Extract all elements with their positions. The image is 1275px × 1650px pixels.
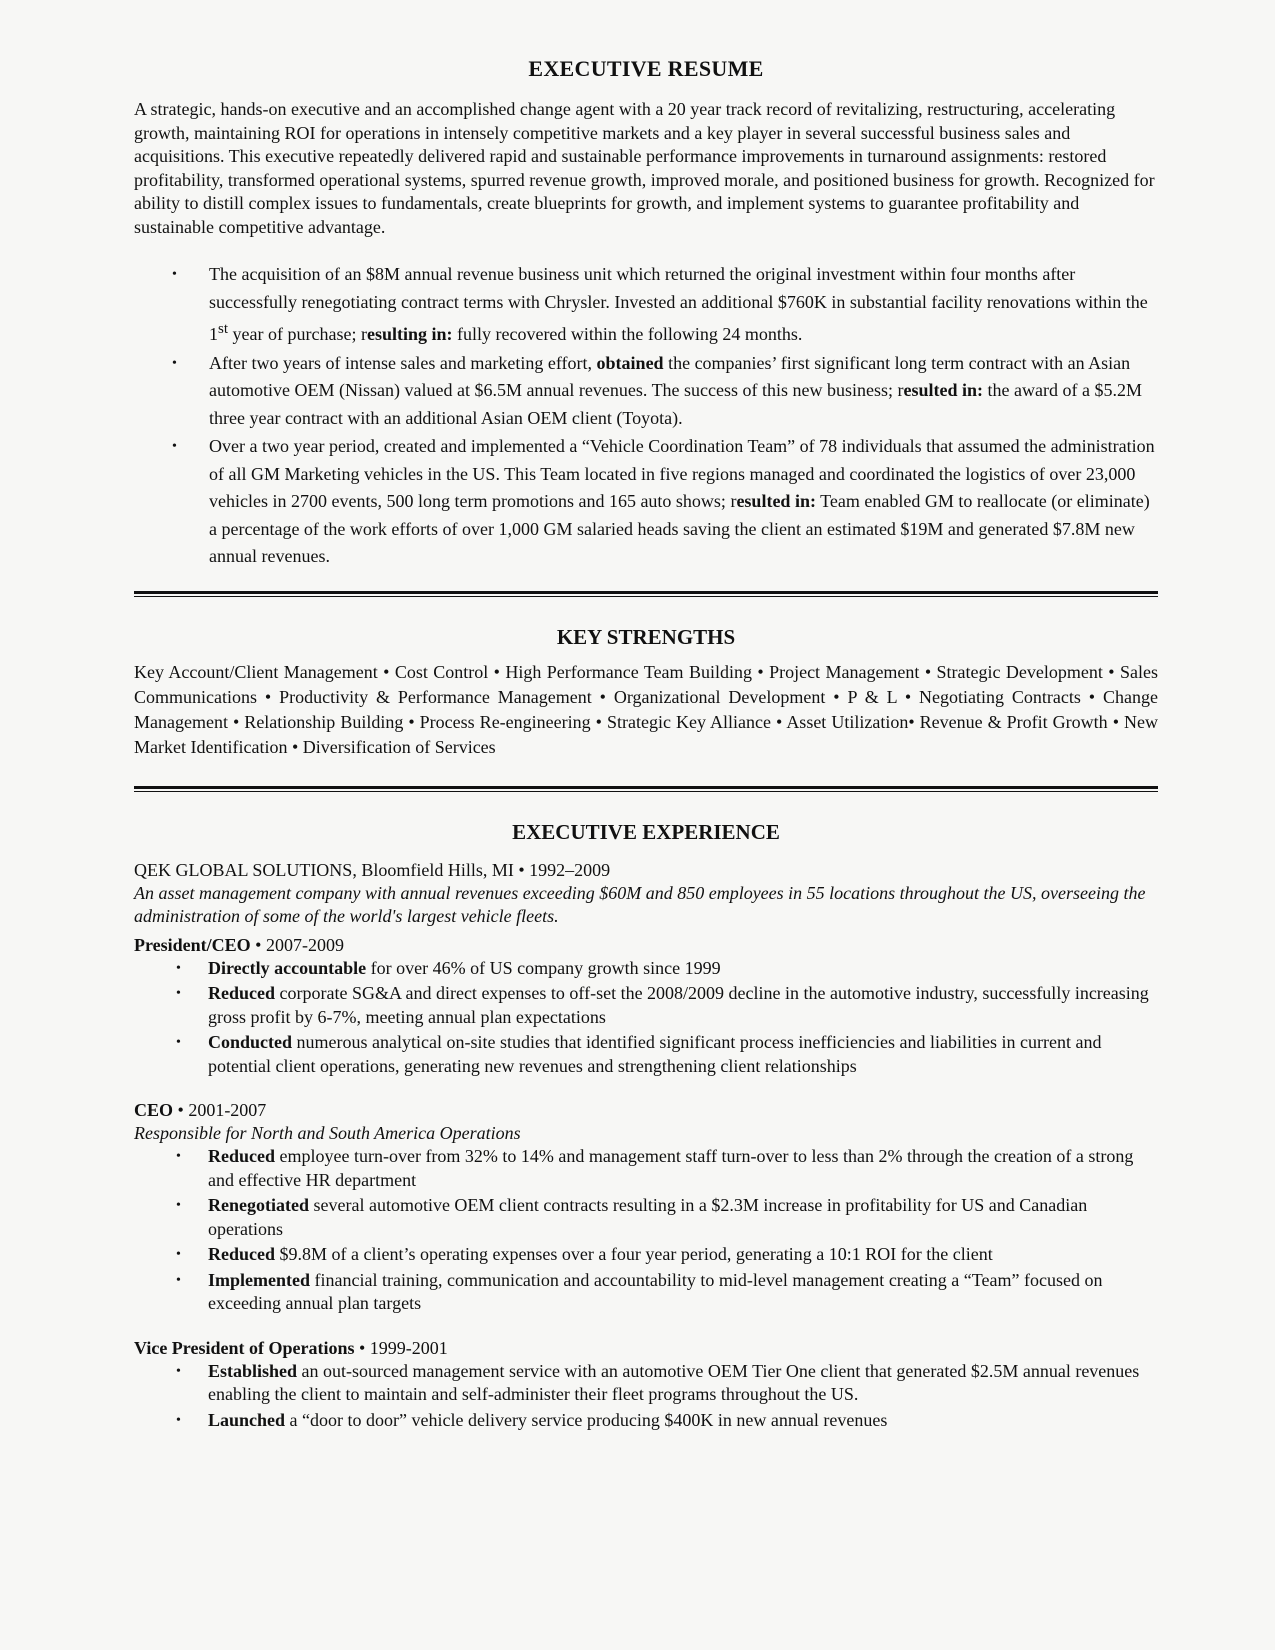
role-points [134, 1145, 1158, 1316]
list-item: • Launched a “door to door” vehicle delivery service producing $400K in new annual revenues [134, 1409, 1158, 1433]
company-description: An asset management company with annual revenues exceeding $60M and 850 employees in 55 locations throughout the US, overseeing the administration of some of the world's largest vehicle fleets. [134, 882, 1146, 926]
bullet-icon: • [176, 986, 181, 1001]
achievement-item: • The acquisition of an $8M annual revenue business unit which returned the original investment within four months after successfully renegotiating contract terms with Chrysler. Invested an additional $760K in substantial facility renovations within the 1st year of purchase; resulting in: fully recovered within the following 24 months. [134, 261, 1158, 349]
bullet-icon: • [176, 1363, 181, 1379]
section-divider [134, 591, 1158, 597]
bullet-icon: • [172, 355, 177, 371]
list-item: • Reduced $9.8M of a client’s operating expenses over a four year period, generating a 10:1 ROI for the client [134, 1243, 1158, 1267]
role-points [134, 957, 1158, 1079]
bullet-icon: • [172, 439, 177, 454]
key-strengths-heading: KEY STRENGTHS [556, 624, 736, 649]
role-heading: President/CEO • 2007-2009 [134, 934, 344, 955]
company-line: QEK GLOBAL SOLUTIONS, Bloomfield Hills, MI • 1992–2009 [134, 859, 611, 880]
bullet-icon: • [176, 1149, 181, 1164]
bullet-icon: • [176, 960, 181, 976]
page-title: EXECUTIVE RESUME [528, 56, 764, 81]
bullet-icon: • [176, 1247, 181, 1262]
executive-summary: A strategic, hands-on executive and an accomplished change agent with a 20 year track record of revitalizing, restructuring, accelerating growth, maintaining ROI for operations in intensely competitive markets and a key player in several successful business sales and acquisitions. This executive repeatedly delivered rapid and sustainable performance improvements in turnaround assignments: restored profitability, transformed operational systems, spurred revenue growth, improved morale, and positioned business for growth. Recognized for ability to distill complex issues to fundamentals, create blueprints for growth, and implement systems to guarantee profitability and sustainable competitive advantage. [134, 99, 1155, 237]
role-subtitle: Responsible for North and South America Operations [134, 1123, 521, 1143]
list-item: • Reduced corporate SG&A and direct expenses to off-set the 2008/2009 decline in the automotive industry, successfully increasing gross profit by 6-7%, meeting annual plan expectations [176, 983, 1149, 1027]
list-item: • Renegotiated several automotive OEM client contracts resulting in a $2.3M increase in profitability for US and Canadian operations [176, 1195, 1088, 1239]
bullet-icon: • [176, 1035, 181, 1050]
bullet-icon: • [176, 1412, 181, 1428]
executive-experience-heading: EXECUTIVE EXPERIENCE [512, 819, 780, 844]
bullet-icon: • [172, 267, 177, 282]
role-heading: CEO • 2001-2007 [134, 1100, 267, 1120]
resume-content [134, 56, 1158, 1434]
achievement-item: • Over a two year period, created and implemented a “Vehicle Coordination Team” of 78 individuals that assumed the administration of all GM Marketing vehicles in the US. This Team located in five regions managed and coordinated the logistics of over 23,000 vehicles in 2700 events, 500 long term promotions and 165 auto shows; resulted in: Team enabled GM to reallocate (or eliminate) a percentage of the work efforts of over 1,000 GM salaried heads saving the client an estimated $19M and generated $7.8M new annual revenues. [134, 433, 1158, 571]
list-item: • Conducted numerous analytical on-site studies that identified significant process inefficiencies and liabilities in current and potential client operations, generating new revenues and strengthening client relationships [176, 1032, 1102, 1076]
achievements-list [134, 261, 1158, 571]
achievement-item: • After two years of intense sales and marketing effort, obtained the companies’ first significant long term contract with an Asian automotive OEM (Nissan) valued at $6.5M annual revenues. The success of this new business; resulted in: the award of a $5.2M three year contract with an additional Asian OEM client (Toyota). [134, 350, 1158, 433]
role-heading: Vice President of Operations • 1999-2001 [134, 1337, 448, 1358]
role-points [134, 1360, 1158, 1433]
bullet-icon: • [176, 1272, 181, 1288]
list-item: • Established an out-sourced management service with an automotive OEM Tier One client that generated $2.5M annual revenues enabling the client to maintain and self-administer their fleet programs throughout the US. [176, 1360, 1140, 1404]
bullet-icon: • [176, 1198, 181, 1213]
key-strengths-text: Key Account/Client Management • Cost Control • High Performance Team Building • Project Management • Strategic Development • Sales Communications • Productivity & Performance Management • Organizational Development • P & L • Negotiating Contracts • Change Management • Relationship Building • Process Re-engineering • Strategic Key Alliance • Asset Utilization• Revenue & Profit Growth • New Market Identification • Diversification of Services [134, 661, 1158, 757]
list-item: • Implemented financial training, communication and accountability to mid-level management creating a “Team” focused on exceeding annual plan targets [176, 1269, 1103, 1313]
section-divider [134, 786, 1158, 792]
list-item: • Reduced employee turn-over from 32% to 14% and management staff turn-over to less than 2% through the creation of a strong and effective HR department [176, 1146, 1134, 1190]
list-item: • Directly accountable for over 46% of US company growth since 1999 [134, 957, 1158, 981]
